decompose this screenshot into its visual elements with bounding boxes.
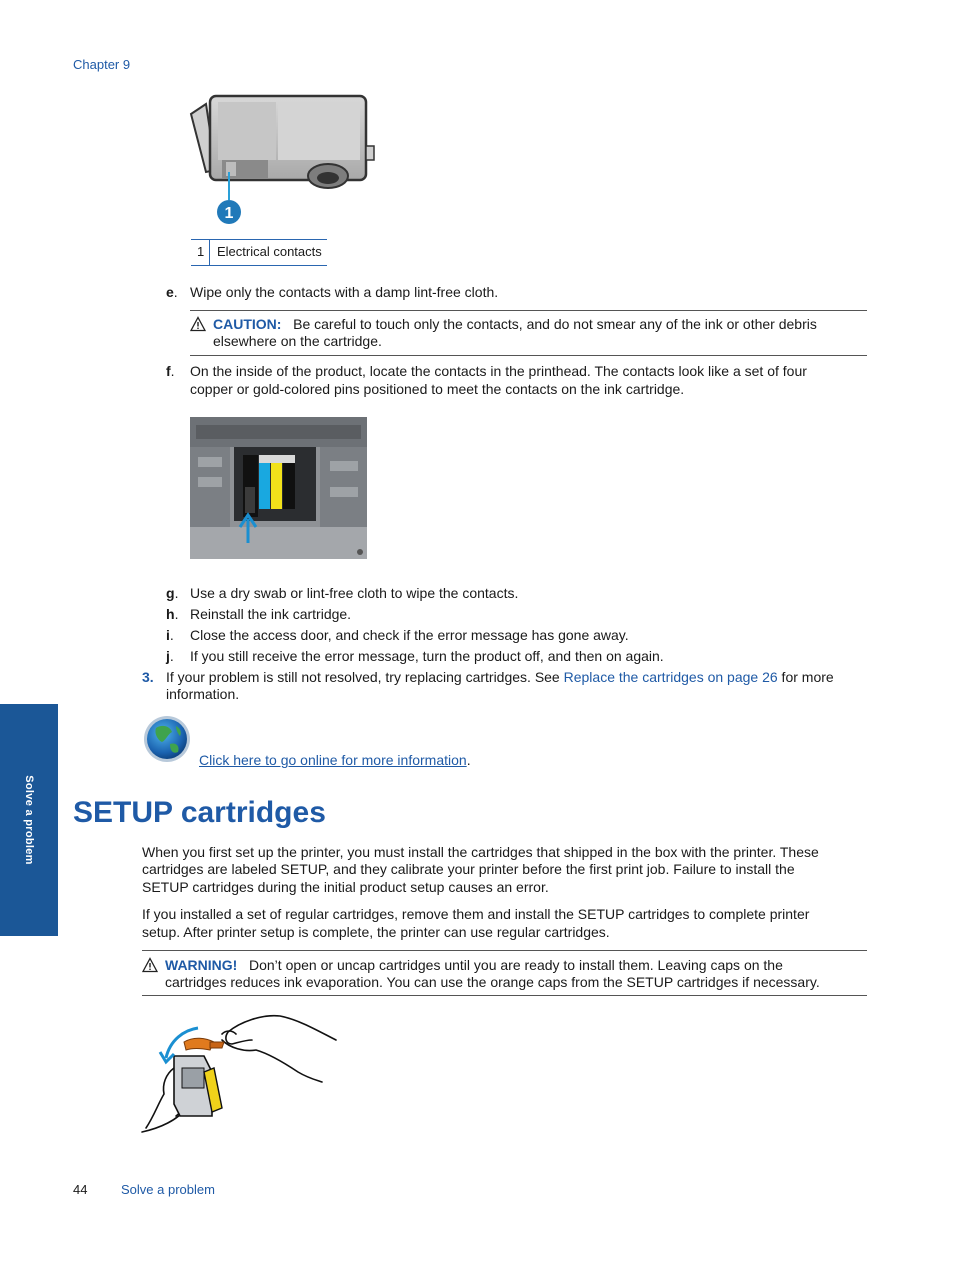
remove-cap-illustration [140,1012,340,1134]
step-letter: h [166,606,175,622]
setup-paragraph-2-line-2: setup. After printer setup is complete, the printer can use regular cartridges. [142,924,610,940]
step-g-text: Use a dry swab or lint-free cloth to wipe the contacts. [190,585,519,601]
legend-number: 1 [197,244,205,259]
globe-icon[interactable] [142,714,194,766]
side-tab [0,704,58,936]
callout-number: 1 [224,205,234,222]
cartridge-contacts-illustration [188,92,378,230]
page-number: 44 [73,1182,88,1197]
warning-label: WARNING! [165,957,238,973]
step-3-number: 3. [142,669,154,685]
warning-top-rule [142,950,867,951]
step-f-text-1: On the inside of the product, locate the contacts in the printhead. The contacts look like a set of four [190,363,807,379]
step-3-text-after: for more [777,669,834,685]
step-f-text-2: copper or gold-colored pins positioned to meet the contacts on the ink cartridge. [190,381,685,397]
step-h-text: Reinstall the ink cartridge. [190,606,352,622]
figure-legend [191,239,327,266]
step-g: g. [166,585,179,601]
step-letter: j [166,648,170,664]
step-3-line-2: information. [166,686,240,702]
side-tab-label: Solve a problem [23,775,35,865]
online-info-link[interactable]: Click here to go online for more information [199,752,467,768]
step-j: j. [166,648,174,664]
step-j-text: If you still receive the error message, turn the product off, and then on again. [190,648,664,664]
warning-icon [142,957,158,973]
setup-paragraph-2-line-1: If you installed a set of regular cartridges, remove them and install the SETUP cartridges to complete printer [142,906,810,922]
footer-section: Solve a problem [121,1182,215,1197]
step-i-text: Close the access door, and check if the error message has gone away. [190,627,629,643]
replace-cartridges-link[interactable]: Replace the cartridges on page 26 [563,669,778,685]
printhead-contacts-photo [190,417,367,559]
legend-divider [209,240,210,265]
caution-label: CAUTION: [213,316,282,332]
step-letter: i [166,627,170,643]
legend-text: Electrical contacts [217,244,322,259]
setup-paragraph-1-line-1: When you first set up the printer, you must install the cartridges that shipped in the box with the printer. These [142,844,819,860]
step-i: i. [166,627,174,643]
step-e-text: Wipe only the contacts with a damp lint-free cloth. [190,284,499,300]
step-letter: f [166,363,171,379]
section-title: SETUP cartridges [73,796,326,829]
step-letter: e [166,284,174,300]
online-line [199,751,471,769]
step-h: h. [166,606,179,622]
warning-text-2: cartridges reduces ink evaporation. You can use the orange caps from the SETUP cartridges if necessary. [165,974,820,990]
caution-bottom-rule [190,355,867,356]
caution-text-1: Be careful to touch only the contacts, and do not smear any of the ink or other debris [293,316,817,332]
warning-bottom-rule [142,995,867,996]
online-period: . [466,752,471,768]
warning-line-1 [165,956,783,974]
caution-text-2: elsewhere on the cartridge. [213,333,382,349]
step-letter: g [166,585,175,601]
caution-line-1 [213,315,817,333]
caution-top-rule [190,310,867,311]
chapter-label: Chapter 9 [73,57,131,72]
warning-text-1: Don’t open or uncap cartridges until you are ready to install them. Leaving caps on the [249,957,783,973]
setup-paragraph-1-line-3: SETUP cartridges during the initial product setup causes an error. [142,879,549,895]
step-f: f. [166,363,175,379]
caution-icon [190,316,206,332]
step-3-line-1 [166,668,834,686]
setup-paragraph-1-line-2: cartridges are labeled SETUP, and they calibrate your printer before the first print job. Failure to install the [142,861,795,877]
step-e: e. [166,284,178,300]
step-3-text: If your problem is still not resolved, try replacing cartridges. See [166,669,564,685]
